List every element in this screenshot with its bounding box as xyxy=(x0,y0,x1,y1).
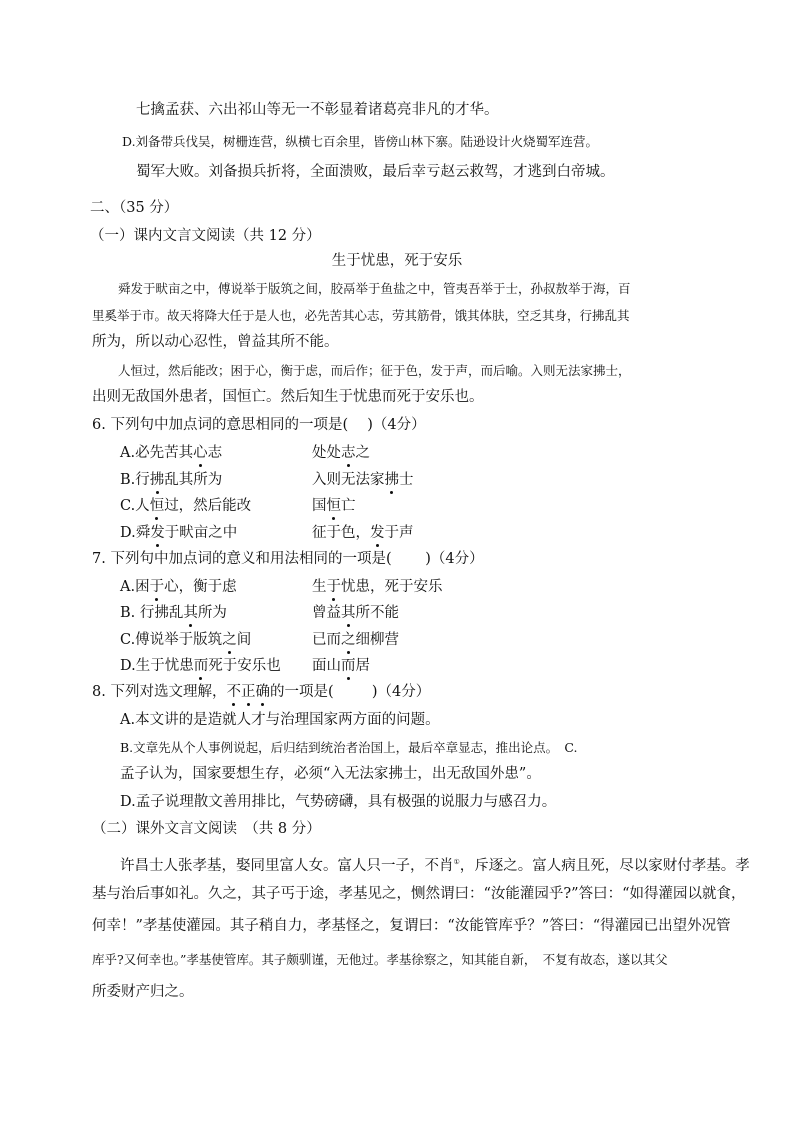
section-heading: 二、（35 分） xyxy=(90,200,179,216)
emphasis-dot-char: 确 xyxy=(255,684,270,700)
q7-option-c-right: 已而之细柳营 xyxy=(312,632,399,648)
emphasis-dot-char: 志 xyxy=(341,445,356,461)
part2-heading: （二）课外文言文阅读 （共 8 分） xyxy=(92,821,321,837)
q6-option-a-left: A.必先苦其心志 xyxy=(120,445,223,461)
q7-option-a-right: 生于忧患，死于安乐 xyxy=(312,579,443,595)
emphasis-dot-char: 心 xyxy=(193,445,208,461)
q6-option-a-right: 处处志之 xyxy=(312,445,370,461)
emphasis-dot-char: 于 xyxy=(149,579,165,595)
passage2-line: 许昌士人张孝基，娶同里富人女。富人只一子，不肖①，斥逐之。富人病且死，尽以家财付孝基。孝 xyxy=(120,858,750,874)
q6-option-d-left: D.舜发于畎亩之中 xyxy=(120,525,238,541)
emphasis-dot-char: 不 xyxy=(226,684,241,700)
q8-option-c: 孟子认为，国家要想生存，必须“入无法家拂士，出无敌国外患”。 xyxy=(120,766,541,782)
passage-line: 里奚举于市。故天将降大任于是人也，必先苦其心志，劳其筋骨，饿其体肤，空乏其身，行拂乱其 xyxy=(92,308,630,323)
emphasis-dot-char: 于 xyxy=(326,579,341,595)
passage2-line: 何幸！”孝基使灌园。其子稍自力，孝基怪之，复谓曰：“汝能管库乎？”答曰：“得灌园已出望外况管 xyxy=(92,918,731,934)
q7-option-a-left: A.困于心，衡于虑 xyxy=(120,579,237,595)
emphasis-dot-char: 发 xyxy=(150,525,165,541)
q5-option-d-continuation: 蜀军大败。刘备损兵折将，全面溃败，最后幸亏赵云救驾，才逃到白帝城。 xyxy=(136,164,615,180)
passage-line: 舜发于畎亩之中，傅说举于版筑之间，胶鬲举于鱼盐之中，管夷吾举于士，孙叔敖举于海，百 xyxy=(118,281,631,296)
emphasis-dot-char: 其 xyxy=(341,605,356,621)
q7-option-d-right: 面山而居 xyxy=(312,658,370,674)
passage-line: 所为，所以动心忍性，曾益其所不能。 xyxy=(92,334,339,350)
q6-option-b-right: 入则无法家拂士 xyxy=(312,472,414,488)
emphasis-dot-char: 正 xyxy=(240,684,256,700)
q8-option-a: A.本文讲的是造就人才与治理国家两方面的问题。 xyxy=(120,712,440,728)
emphasis-dot-char: 其 xyxy=(183,605,198,621)
q7-option-d-left: D.生于忧患而死于安乐也 xyxy=(120,658,281,674)
q7-option-b-left: B. 行拂乱其所为 xyxy=(120,605,227,621)
passage-line: 人恒过，然后能改；困于心，衡于虑，而后作；征于色，发于声，而后喻。入则无法家拂士， xyxy=(118,363,631,378)
q7-option-b-right: 曾益其所不能 xyxy=(312,605,399,621)
q8-option-b: B.文章先从个人事例说起，后归结到统治者治国上，最后卒章显志，推出论点。 C. xyxy=(120,740,578,755)
passage2-line: 库乎?又何幸也。”孝基使管库。其子颇驯谨，无他过。孝基徐察之，知其能自新， 不复有故态，遂以其父 xyxy=(92,952,668,967)
q6-option-b-left: B.行拂乱其所为 xyxy=(120,472,223,488)
emphasis-dot-char: 拂 xyxy=(149,472,165,488)
emphasis-dot-char: 发 xyxy=(370,525,385,541)
q8-stem: 8. 下列对选文理解，不正确的一项是( )（4分） xyxy=(92,684,431,700)
q7-option-c-left: C.傅说举于版筑之间 xyxy=(120,632,252,648)
emphasis-dot-char: 恒 xyxy=(326,498,341,514)
passage2-line: 基与治后事如礼。久之，其子丐于途，孝基见之，恻然谓曰：“汝能灌园乎?”答曰：“如得灌园以就食， xyxy=(92,886,746,902)
q6-option-c-left: C.人恒过，然后能改 xyxy=(120,498,252,514)
q8-option-d: D.孟子说理散文善用排比，气势磅礴，具有极强的说服力与感召力。 xyxy=(120,794,557,810)
emphasis-dot-char: 而 xyxy=(341,658,356,674)
q7-stem: 7. 下列句中加点词的意义和用法相同的一项是( )（4分） xyxy=(92,551,484,567)
q5-option-c-continuation: 七擒孟获、六出祁山等无一不彰显着诸葛亮非凡的才华。 xyxy=(136,102,499,118)
emphasis-dot-char: 之 xyxy=(341,632,356,648)
q5-option-d: D.刘备带兵伐吴，树栅连营，纵横七百余里，皆傍山林下寨。陆逊设计火烧蜀军连营。 xyxy=(122,134,599,149)
emphasis-dot-char: 拂 xyxy=(384,472,399,488)
emphasis-dot-char: 恒 xyxy=(149,498,165,514)
footnote-marker: ① xyxy=(453,858,460,866)
q6-option-c-right: 国恒亡 xyxy=(312,498,356,514)
emphasis-dot-char: 之 xyxy=(222,632,237,648)
emphasis-dot-char: 而 xyxy=(193,658,209,674)
passage-line: 出则无敌国外患者，国恒亡。然后知生于忧患而死于安乐也。 xyxy=(92,389,484,405)
passage-title: 生于忧患，死于安乐 xyxy=(331,253,463,269)
passage2-line: 所委财产归之。 xyxy=(92,984,194,1000)
part1-heading: （一）课内文言文阅读（共 12 分） xyxy=(90,228,321,244)
q6-stem: 6. 下列句中加点词的意思相同的一项是( )（4分） xyxy=(92,417,426,433)
q6-option-d-right: 征于色，发于声 xyxy=(312,525,414,541)
